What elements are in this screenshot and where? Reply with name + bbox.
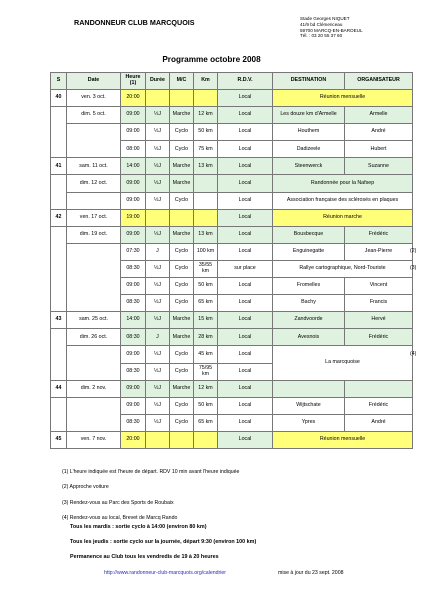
col-rdv: R.D.V. — [218, 73, 273, 90]
club-name: RANDONNEUR CLUB MARCQUOIS — [74, 18, 195, 27]
km-cell: 45 km — [194, 346, 218, 363]
type-cell: Cyclo — [170, 260, 194, 277]
km-cell: 35/55 km — [194, 260, 218, 277]
date-cell — [67, 124, 121, 141]
date-cell — [67, 243, 121, 260]
destination-cell: Dadizeele — [273, 141, 345, 158]
footnotes — [62, 466, 392, 528]
type-cell: Marche — [170, 380, 194, 397]
footnote: (1) L'heure indiquée est l'heure de départ. RDV 10 min avant l'heure indiquée — [62, 469, 240, 475]
destination-cell: Les douze km d'Armelle — [273, 107, 345, 124]
km-cell: 65 km — [194, 295, 218, 312]
week-cell: 42 — [51, 209, 67, 226]
col-heure: Heure (1) — [121, 73, 146, 90]
duration-cell: ½J — [146, 346, 170, 363]
week-cell — [51, 346, 67, 363]
rdv-cell: Local — [218, 226, 273, 243]
date-cell: sam. 11 oct. — [67, 158, 121, 175]
duration-cell: ½J — [146, 295, 170, 312]
destination-cell: Enguinegatte — [273, 243, 345, 260]
rdv-cell: Local — [218, 431, 273, 448]
km-cell — [194, 192, 218, 209]
destination-cell: Zandvoorde — [273, 312, 345, 329]
duration-cell: ½J — [146, 158, 170, 175]
club-address — [300, 16, 363, 39]
type-cell: Marche — [170, 107, 194, 124]
col-km: Km — [194, 73, 218, 90]
col-mc: M/C — [170, 73, 194, 90]
event-cell: Rallye cartographique, Nord-Touriste — [273, 260, 413, 277]
event-cell: Réunion mensuelle — [273, 431, 413, 448]
week-cell: 43 — [51, 312, 67, 329]
km-cell: 65 km — [194, 414, 218, 431]
table-row — [51, 158, 413, 175]
date-cell: sam. 25 oct. — [67, 312, 121, 329]
type-cell: Marche — [170, 226, 194, 243]
time-cell: 09:00 — [121, 346, 146, 363]
table-row — [51, 346, 413, 363]
week-cell — [51, 414, 67, 431]
organizer-cell: André — [345, 124, 413, 141]
destination-cell: Wijtschate — [273, 397, 345, 414]
duration-cell: ½J — [146, 260, 170, 277]
organizer-cell: Frédéric — [345, 226, 413, 243]
km-cell — [194, 209, 218, 226]
type-cell: Cyclo — [170, 141, 194, 158]
date-cell: ven. 3 oct. — [67, 90, 121, 107]
footnote-marker: (4) — [410, 350, 417, 357]
page-title: Programme octobre 2008 — [162, 55, 261, 64]
info-permanence: Permanence au Club tous les vendredis de 19 à 20 heures — [70, 554, 219, 560]
week-cell — [51, 278, 67, 295]
table-row — [51, 175, 413, 192]
date-cell — [67, 192, 121, 209]
rdv-cell: Local — [218, 192, 273, 209]
date-cell — [67, 141, 121, 158]
time-cell: 08:30 — [121, 363, 146, 380]
duration-cell: ½J — [146, 380, 170, 397]
organizer-cell: Francis — [345, 295, 413, 312]
table-row — [51, 226, 413, 243]
week-cell — [51, 243, 67, 260]
table-row — [51, 431, 413, 448]
km-cell: 28 km — [194, 329, 218, 346]
col-duree: Durée — [146, 73, 170, 90]
footnote-marker: (3) — [410, 265, 417, 271]
destination-cell: Steenwerck — [273, 158, 345, 175]
time-cell: 09:00 — [121, 226, 146, 243]
organizer-cell: Hervé — [345, 312, 413, 329]
date-cell — [67, 346, 121, 363]
week-cell — [51, 124, 67, 141]
table-row — [51, 329, 413, 346]
rdv-cell: Local — [218, 90, 273, 107]
table-row — [51, 90, 413, 107]
week-cell — [51, 226, 67, 243]
time-cell: 09:00 — [121, 397, 146, 414]
rdv-cell: Local — [218, 346, 273, 363]
duration-cell — [146, 431, 170, 448]
destination-cell: Avesnois — [273, 329, 345, 346]
week-cell — [51, 397, 67, 414]
table-row — [51, 414, 413, 431]
table-row — [51, 192, 413, 209]
type-cell: Cyclo — [170, 295, 194, 312]
km-cell: 50 km — [194, 397, 218, 414]
date-cell: dim. 5 oct. — [67, 107, 121, 124]
address-line: Stade Georges NIQUET — [300, 16, 350, 21]
type-cell: Cyclo — [170, 243, 194, 260]
duration-cell: ½J — [146, 226, 170, 243]
table-row — [51, 107, 413, 124]
destination-cell: Bachy — [273, 295, 345, 312]
rdv-cell: Local — [218, 397, 273, 414]
type-cell: Cyclo — [170, 397, 194, 414]
address-line: 41/9 bd Clémenceau — [300, 21, 343, 27]
type-cell: Cyclo — [170, 124, 194, 141]
destination-cell: Ypres — [273, 414, 345, 431]
date-cell — [67, 414, 121, 431]
rdv-cell: Local — [218, 141, 273, 158]
time-cell: 14:00 — [121, 312, 146, 329]
rdv-cell: Local — [218, 380, 273, 397]
duration-cell: ½J — [146, 175, 170, 192]
km-cell: 100 km — [194, 243, 218, 260]
duration-cell: ½J — [146, 397, 170, 414]
organizer-cell: Vincent — [345, 278, 413, 295]
event-cell: La marcquoise — [273, 346, 413, 380]
table-row — [51, 312, 413, 329]
rdv-cell: Local — [218, 107, 273, 124]
date-cell: ven. 7 nov. — [67, 431, 121, 448]
week-cell — [51, 260, 67, 277]
time-cell: 08:30 — [121, 260, 146, 277]
duration-cell: J — [146, 243, 170, 260]
type-cell — [170, 431, 194, 448]
footer-update: mise à jour du 23 sept. 2008 — [278, 570, 344, 576]
km-cell: 12 km — [194, 107, 218, 124]
type-cell: Cyclo — [170, 346, 194, 363]
table-row — [51, 141, 413, 158]
event-cell: Randonnée pour la Nafsep — [273, 175, 413, 192]
week-cell: 45 — [51, 431, 67, 448]
rdv-cell: Local — [218, 175, 273, 192]
duration-cell: ½J — [146, 192, 170, 209]
rdv-cell: Local — [218, 414, 273, 431]
organizer-cell: Suzanne — [345, 158, 413, 175]
rdv-cell: Local — [218, 363, 273, 380]
time-cell: 20:00 — [121, 431, 146, 448]
rdv-cell: Local — [218, 278, 273, 295]
date-cell: dim. 19 oct. — [67, 226, 121, 243]
km-cell: 50 km — [194, 124, 218, 141]
table-row — [51, 380, 413, 397]
date-cell: dim. 26 oct. — [67, 329, 121, 346]
time-cell: 08:30 — [121, 295, 146, 312]
type-cell: Cyclo — [170, 192, 194, 209]
col-destination: DESTINATION — [273, 73, 345, 90]
week-cell: 40 — [51, 90, 67, 107]
date-cell — [67, 295, 121, 312]
duration-cell: ½J — [146, 107, 170, 124]
duration-cell: ½J — [146, 363, 170, 380]
footnote: (2) Approche voiture — [62, 484, 109, 491]
time-cell: 08:30 — [121, 329, 146, 346]
duration-cell: ½J — [146, 414, 170, 431]
destination-cell: Fromelles — [273, 278, 345, 295]
type-cell: Marche — [170, 312, 194, 329]
km-cell: 50 km — [194, 278, 218, 295]
date-cell — [67, 397, 121, 414]
date-cell: ven. 17 oct. — [67, 209, 121, 226]
table-row — [51, 278, 413, 295]
duration-cell — [146, 209, 170, 226]
type-cell — [170, 90, 194, 107]
table-header-row — [51, 73, 413, 90]
rdv-cell: Local — [218, 312, 273, 329]
col-organisateur: ORGANISATEUR — [345, 73, 413, 90]
footnote: (3) Rendez-vous au Parc des Sports de Roubaix — [62, 499, 174, 506]
week-cell — [51, 192, 67, 209]
km-cell: 75 km — [194, 141, 218, 158]
km-cell: 13 km — [194, 158, 218, 175]
type-cell: Cyclo — [170, 278, 194, 295]
date-cell — [67, 363, 121, 380]
type-cell: Marche — [170, 329, 194, 346]
address-line: 59700 MARCQ-EN-BAROEUL — [300, 27, 363, 33]
table-row — [51, 397, 413, 414]
rdv-cell: sur place — [218, 260, 273, 277]
organizer-cell: Frédéric — [345, 329, 413, 346]
programme-table — [50, 72, 413, 449]
rdv-cell: Local — [218, 295, 273, 312]
week-cell — [51, 363, 67, 380]
organizer-cell: Jean-Pierre — [345, 243, 413, 260]
km-cell: 13 km — [194, 226, 218, 243]
date-cell — [67, 278, 121, 295]
organizer-cell: Frédéric — [345, 397, 413, 414]
rdv-cell: Local — [218, 124, 273, 141]
time-cell: 09:00 — [121, 192, 146, 209]
rdv-cell: Local — [218, 329, 273, 346]
organizer-cell: Hubert — [345, 141, 413, 158]
type-cell: Cyclo — [170, 414, 194, 431]
week-cell — [51, 295, 67, 312]
week-cell — [51, 175, 67, 192]
organizer-cell: André — [345, 414, 413, 431]
type-cell: Marche — [170, 175, 194, 192]
info-tuesday: Tous les mardis : sortie cyclo à 14:00 (environ 80 km) — [70, 524, 207, 530]
event-cell: Association française des sclérosés en plaques — [273, 192, 413, 209]
type-cell: Cyclo — [170, 363, 194, 380]
organizer-cell — [345, 380, 413, 397]
duration-cell: J — [146, 329, 170, 346]
time-cell: 14:00 — [121, 158, 146, 175]
km-cell: 15 km — [194, 312, 218, 329]
event-cell: Réunion marche — [273, 209, 413, 226]
time-cell: 08:30 — [121, 414, 146, 431]
date-cell — [67, 260, 121, 277]
duration-cell — [146, 90, 170, 107]
col-s: S — [51, 73, 67, 90]
table-row — [51, 295, 413, 312]
organizer-cell: Armelle — [345, 107, 413, 124]
week-cell — [51, 107, 67, 124]
time-cell: 07:30 — [121, 243, 146, 260]
date-cell: dim. 12 oct. — [67, 175, 121, 192]
km-cell — [194, 175, 218, 192]
rdv-cell: Local — [218, 158, 273, 175]
rdv-cell: Local — [218, 243, 273, 260]
time-cell: 09:00 — [121, 175, 146, 192]
destination-cell: Bousbecque — [273, 226, 345, 243]
type-cell: Marche — [170, 158, 194, 175]
time-cell: 09:00 — [121, 380, 146, 397]
table-row — [51, 243, 413, 260]
date-cell: dim. 2 nov. — [67, 380, 121, 397]
week-cell: 41 — [51, 158, 67, 175]
week-cell — [51, 329, 67, 346]
footer-url[interactable]: http://www.randonneur-club-marcquois.org/calendrier — [104, 570, 226, 576]
footnote-marker: (2) — [410, 247, 417, 254]
table-row — [51, 260, 413, 277]
km-cell: 12 km — [194, 380, 218, 397]
km-cell: 75/95 km — [194, 363, 218, 380]
time-cell: 09:00 — [121, 124, 146, 141]
duration-cell: ½J — [146, 141, 170, 158]
km-cell — [194, 90, 218, 107]
info-thursday: Tous les jeudis : sortie cyclo sur la journée, départ 9:30 (environ 100 km) — [70, 539, 257, 545]
duration-cell: ½J — [146, 124, 170, 141]
time-cell: 09:00 — [121, 278, 146, 295]
table-row — [51, 124, 413, 141]
event-cell: Réunion mensuelle — [273, 90, 413, 107]
footnote: (4) Rendez-vous au local, Brevet de Marcq Rando — [62, 515, 178, 522]
destination-cell — [273, 380, 345, 397]
week-cell: 44 — [51, 380, 67, 397]
time-cell: 20:00 — [121, 90, 146, 107]
time-cell: 19:00 — [121, 209, 146, 226]
km-cell — [194, 431, 218, 448]
time-cell: 08:00 — [121, 141, 146, 158]
address-line: Tél. : 03 20 55 37 60 — [300, 33, 343, 39]
col-date: Date — [67, 73, 121, 90]
time-cell: 09:00 — [121, 107, 146, 124]
rdv-cell: Local — [218, 209, 273, 226]
week-cell — [51, 141, 67, 158]
duration-cell: ½J — [146, 312, 170, 329]
destination-cell: Houthem — [273, 124, 345, 141]
table-row — [51, 209, 413, 226]
duration-cell: ½J — [146, 278, 170, 295]
type-cell — [170, 209, 194, 226]
